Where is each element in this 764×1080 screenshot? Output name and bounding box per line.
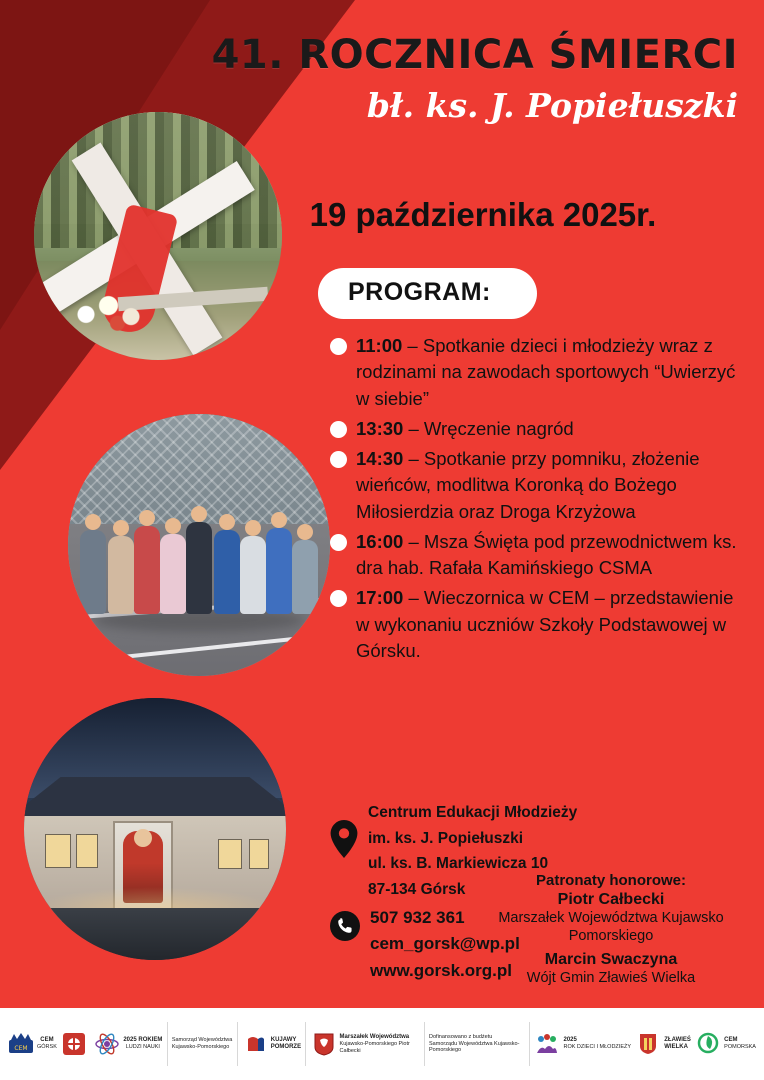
photo-cross-memorial — [34, 112, 282, 360]
address-line: Centrum Edukacji Młodzieży — [368, 804, 578, 821]
logo-sublabel: LUDZI NAUKI — [125, 1044, 160, 1051]
logo-zlawies-wielka — [635, 1016, 691, 1072]
divider — [305, 1022, 306, 1066]
address-line: im. ks. J. Popiełuszki — [368, 829, 524, 847]
logo-institute — [61, 1016, 90, 1072]
program-time: 11:00 — [356, 335, 403, 356]
logo-label: CEM — [724, 1037, 738, 1044]
program-dash: – — [403, 417, 424, 439]
program-dash: – — [403, 530, 424, 552]
address-line: 87-134 Górsk — [368, 880, 466, 898]
logo-rok-dzieci-mlodziezy — [534, 1016, 631, 1072]
phone-number[interactable]: 507 932 361 — [370, 908, 465, 927]
photo-education-centre-building — [24, 698, 286, 960]
divider — [237, 1022, 238, 1066]
photo-children-group — [68, 414, 330, 676]
cem-leaf-icon — [695, 1031, 721, 1057]
logo-label: Dofinansowano z budżetu — [429, 1034, 493, 1041]
logo-sublabel: WIELKA — [664, 1044, 688, 1050]
program-list — [330, 333, 742, 668]
logo-sublabel: Samorządu Województwa Kujawsko-Pomorskiego — [429, 1040, 520, 1054]
logo-kujawy-pomorze — [242, 1016, 301, 1072]
divider — [424, 1022, 425, 1066]
program-text: Spotkanie przy pomniku, złożenie wieńców, modlitwa Koronką do Bożego Miłosierdzia oraz Droga Krzyżowa — [356, 448, 700, 522]
list-item — [330, 585, 742, 664]
program-text: Msza Święta pod przewodnictwem ks. dra hab. Rafała Kamińskiego CSMA — [356, 530, 737, 579]
logo-dofinansowano — [429, 1016, 525, 1072]
svg-text:CEM: CEM — [14, 1045, 28, 1052]
bullet-icon — [330, 590, 347, 607]
phone-icon — [330, 911, 360, 946]
kujawy-pomorze-mark-icon — [242, 1031, 268, 1057]
sponsor-logo-strip — [0, 1008, 764, 1080]
list-item — [330, 333, 742, 412]
logo-label: ZŁAWIEŚ — [664, 1036, 691, 1043]
email-address[interactable]: cem_gorsk@wp.pl — [370, 934, 520, 954]
patron-name: Marcin Swaczyna — [544, 951, 678, 969]
bullet-icon — [330, 338, 347, 355]
program-time: 16:00 — [356, 530, 404, 552]
program-time: 14:30 — [356, 448, 404, 470]
page-title: 41. ROCZNICA ŚMIERCI — [211, 32, 738, 78]
bullet-icon — [330, 534, 347, 551]
bullet-icon — [330, 421, 347, 438]
logo-label: CEM — [40, 1037, 54, 1044]
list-item — [330, 446, 742, 525]
program-text: Wręczenie nagród — [423, 417, 574, 439]
logo-label: Samorząd Województwa — [171, 1037, 233, 1044]
patron-role: Wójt Gmin Zławieś Wielka — [526, 970, 696, 987]
program-heading-label: PROGRAM: — [348, 278, 491, 306]
logo-sublabel: GÓRSK — [37, 1044, 57, 1051]
logo-cem-pomorska — [695, 1016, 756, 1072]
logo-label: 2025 — [563, 1037, 577, 1044]
poster-title-block — [198, 34, 738, 124]
program-dash: – — [402, 335, 423, 356]
divider — [167, 1022, 168, 1066]
logo-label: KUJAWY — [270, 1036, 297, 1043]
atom-icon — [94, 1031, 120, 1057]
program-dash: – — [403, 448, 424, 470]
patrons-heading: Patronaty honorowe: — [535, 872, 686, 889]
logo-samorzad-wojewodztwa — [172, 1016, 232, 1072]
patrons-block — [476, 872, 746, 987]
list-item — [330, 416, 742, 442]
logo-sublabel: ROK DZIECI I MŁODZIEŻY — [563, 1044, 632, 1051]
logo-sublabel: Kujawsko-Pomorskiego Piotr Całbecki — [339, 1041, 410, 1054]
location-pin-icon — [330, 820, 358, 863]
gmina-crest-icon — [635, 1031, 661, 1057]
logo-rok-ludzi-nauki — [94, 1016, 162, 1072]
patron-role: Marszałek Województwa Kujawsko Pomorskiego — [498, 910, 724, 945]
event-date: 19 października 2025r. — [309, 196, 657, 233]
coat-of-arms-icon — [311, 1031, 337, 1057]
logo-sublabel: Kujawsko-Pomorskiego — [171, 1044, 230, 1050]
logo-cem-gorsk — [8, 1016, 57, 1072]
logo-label: Marszałek Województwa — [339, 1033, 410, 1040]
list-item — [330, 529, 742, 582]
logo-marszalek-wojewodztwa — [311, 1016, 420, 1072]
logo-sublabel: POMORZE — [270, 1044, 302, 1050]
address-line: ul. ks. B. Markiewicza 10 — [368, 855, 549, 873]
institute-emblem-icon — [61, 1031, 87, 1057]
patron-name: Piotr Całbecki — [557, 891, 665, 908]
program-time: 13:30 — [356, 417, 404, 439]
page-subtitle: bł. ks. J. Popiełuszki — [366, 86, 738, 125]
cem-crown-icon — [8, 1031, 34, 1057]
divider — [529, 1022, 530, 1066]
program-heading-pill — [318, 268, 537, 319]
program-text: Spotkanie dzieci i młodzieży wraz z rodzinami na zawodach sportowych “Uwierzyć w siebie” — [356, 335, 736, 409]
people-icon — [534, 1031, 560, 1057]
program-time: 17:00 — [356, 587, 404, 609]
logo-label: 2025 ROKIEM — [123, 1037, 163, 1044]
logo-sublabel: POMORSKA — [724, 1044, 756, 1051]
program-text: Wieczornica w CEM – przedstawienie w wykonaniu uczniów Szkoły Podstawowej w Górsku. — [356, 587, 734, 661]
website-url[interactable]: www.gorsk.org.pl — [370, 960, 512, 980]
bullet-icon — [330, 451, 347, 468]
program-dash: – — [403, 587, 424, 609]
